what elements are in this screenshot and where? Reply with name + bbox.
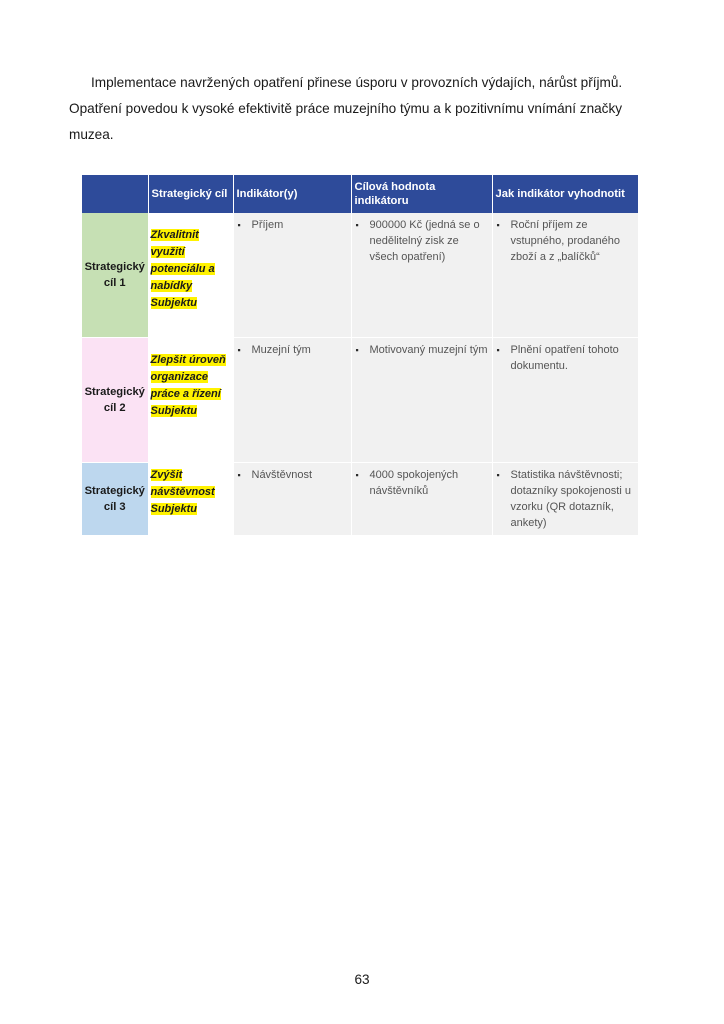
row-label: Strategický cíl 3: [82, 463, 148, 536]
indicator-text: Příjem: [251, 219, 284, 231]
target-text: Motivovaný muzejní tým: [369, 344, 488, 356]
evaluation-text: Statistika návštěvnosti; dotazníky spokojenosti u vzorku (QR dotazník, ankety): [510, 469, 631, 529]
indicator-text: Muzejní tým: [251, 344, 311, 356]
header-strategic-goal: Strategický cíl: [148, 175, 233, 213]
body-paragraph: Implementace navržených opatření přinese úsporu v provozních výdajích, nárůst příjmů. Opatření povedou k vysoké efektivitě práce muzejního týmu a k pozitivnímu vnímání značky muzea.: [69, 75, 623, 142]
goal-highlight: Zkvalitnit využití potenciálu a nabídky Subjektu: [150, 229, 215, 309]
row-label: Strategický cíl 1: [82, 213, 148, 338]
table-header-row: [82, 175, 638, 213]
bullet-icon: ▪: [355, 470, 359, 480]
bullet-icon: ▪: [355, 345, 359, 355]
page-number: 63: [354, 972, 370, 987]
target-cell: [351, 463, 492, 536]
header-empty: [82, 175, 148, 213]
row-label: Strategický cíl 2: [82, 338, 148, 463]
target-text: 900000 Kč (jedná se o nedělitelný zisk ze všech opatření): [369, 219, 480, 263]
strategic-goals-table-wrapper: [82, 175, 638, 536]
header-indicators: Indikátor(y): [233, 175, 351, 213]
table-row: [82, 213, 638, 338]
table-row: [82, 338, 638, 463]
indicator-cell: [233, 213, 351, 338]
target-text: 4000 spokojených návštěvníků: [369, 469, 459, 497]
goal-cell: [148, 338, 233, 463]
header-evaluation: Jak indikátor vyhodnotit: [492, 175, 638, 213]
header-target-value: Cílová hodnota indikátoru: [351, 175, 492, 213]
bullet-icon: ▪: [496, 345, 500, 355]
target-cell: [351, 213, 492, 338]
bullet-icon: ▪: [237, 470, 241, 480]
bullet-icon: ▪: [496, 220, 500, 230]
goal-cell: [148, 213, 233, 338]
indicator-text: Návštěvnost: [251, 469, 313, 481]
evaluation-cell: [492, 338, 638, 463]
bullet-icon: ▪: [237, 345, 241, 355]
target-cell: [351, 338, 492, 463]
evaluation-cell: [492, 213, 638, 338]
goal-highlight: Zlepšit úroveň organizace práce a řízení Subjektu: [150, 354, 226, 417]
indicator-cell: [233, 463, 351, 536]
bullet-icon: ▪: [496, 470, 500, 480]
evaluation-text: Plnění opatření tohoto dokumentu.: [510, 344, 619, 372]
evaluation-text: Roční příjem ze vstupného, prodaného zboží a z „balíčků“: [510, 219, 620, 263]
bullet-icon: ▪: [355, 220, 359, 230]
evaluation-cell: [492, 463, 638, 536]
indicator-cell: [233, 338, 351, 463]
strategic-goals-table: [82, 175, 639, 536]
bullet-icon: ▪: [237, 220, 241, 230]
table-row: [82, 463, 638, 536]
goal-cell: [148, 463, 233, 536]
goal-highlight: Zvýšit návštěvnost Subjektu: [150, 469, 215, 515]
